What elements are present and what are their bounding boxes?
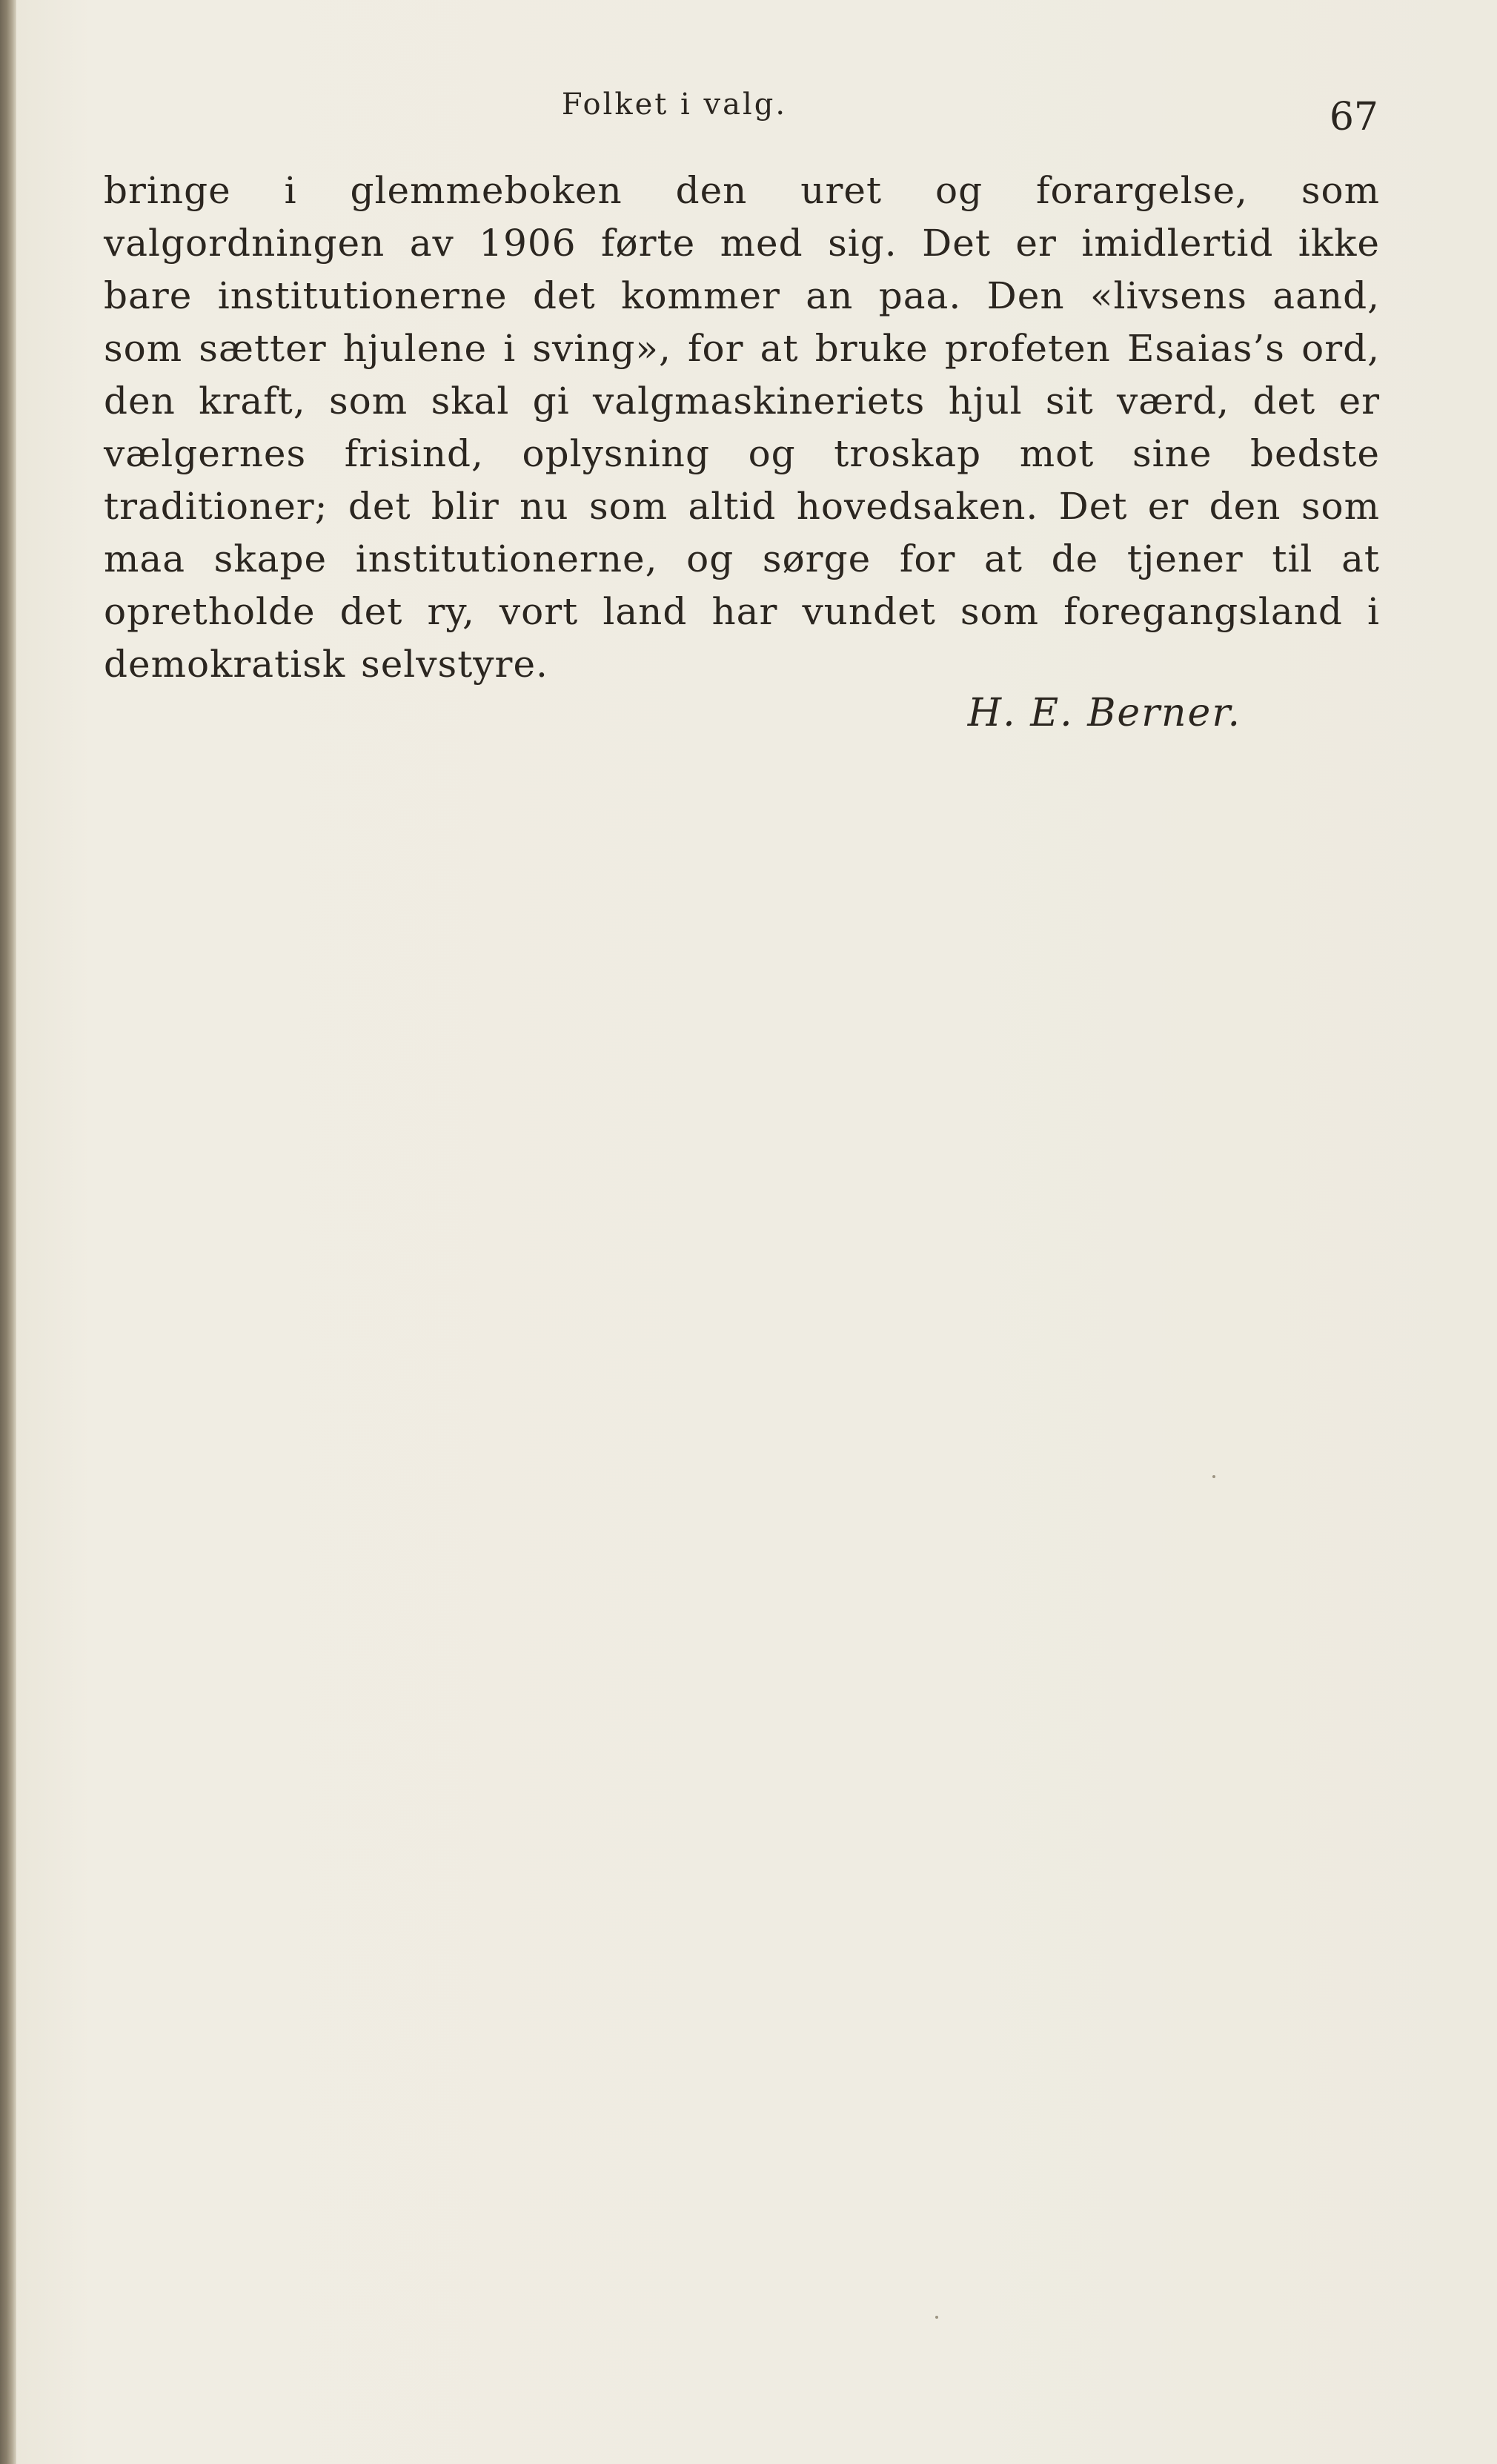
page-header — [104, 80, 1378, 147]
paper-speck — [1212, 1475, 1215, 1478]
binding-edge — [0, 0, 16, 2464]
running-head: Folket i valg. — [561, 87, 788, 122]
page-number: 67 — [1329, 95, 1378, 139]
body-paragraph: bringe i glemmeboken den uret og forargelse, som valgordningen av 1906 førte med sig. Det er imidlertid ikke bare institutionerne det kommer an paa. Den «livsens aand, som sætter hjulene i sving», for at bruke profeten Esaias’s ord, den kraft, som skal gi valgmaskineriets hjul sit værd, det er vælgernes frisind, oplysning og troskap mot sine bedste traditioner; det blir nu som altid hovedsaken. Det er den som maa skape institutionerne, og sørge for at de tjener til at opretholde det ry, vort land har vundet som foregangsland i demokratisk selvstyre. — [104, 169, 1380, 686]
paper-speck — [935, 2316, 938, 2319]
author-signature: H. E. Berner. — [967, 691, 1241, 735]
